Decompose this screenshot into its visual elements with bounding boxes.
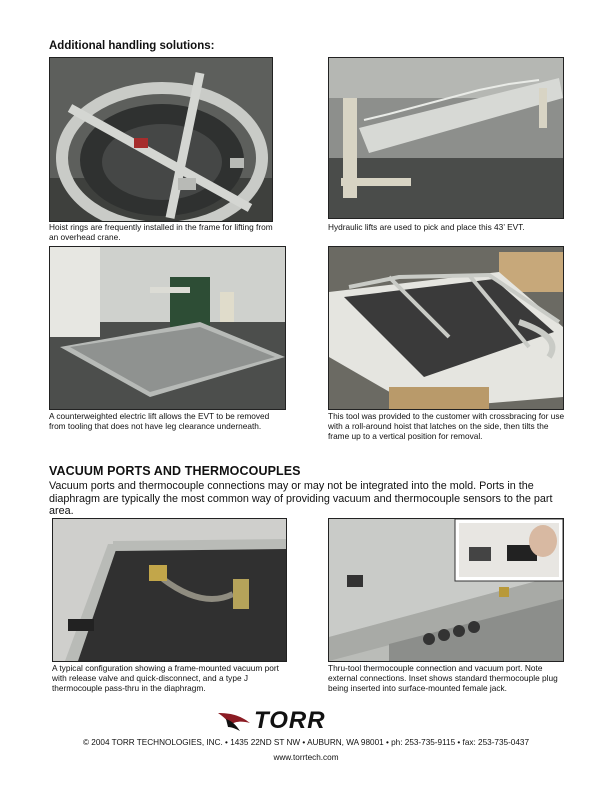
caption-hoist-rings: Hoist rings are frequently installed in the frame for lifting from an overhead crane. [49,222,273,242]
photo-thermocouple [328,518,564,662]
photo-hoist-rings [49,57,273,222]
caption-electric-lift: A counterweighted electric lift allows the EVT to be removed from tooling that does not have leg clearance underneath. [49,411,270,431]
caption-thermocouple: Thru-tool thermocouple connection and vacuum port. Note external connections. Inset shows standard thermocouple plug being inserted into surface-mounted female jack. [328,663,558,693]
photo-electric-lift [49,246,286,410]
caption-hydraulic-lifts: Hydraulic lifts are used to pick and place this 43’ EVT. [328,222,525,232]
torr-logo [216,708,396,734]
section-body: Vacuum ports and thermocouple connections may or may not be integrated into the mold. Ports in the diaphragm are typically the most common way of providing vacuum and thermocouple sensors to the part area. [49,480,553,518]
photo-crossbracing [328,246,564,410]
section-title: VACUUM PORTS AND THERMOCOUPLES [49,464,301,478]
photo-hydraulic-lifts [328,57,564,219]
caption-vacuum-port: A typical configuration showing a frame-mounted vacuum port with release valve and quick-disconnect, and a type J thermocouple pass-thru in the diaphragm. [52,663,279,693]
photo-vacuum-port [52,518,287,662]
page-heading: Additional handling solutions: [49,40,215,52]
caption-crossbracing: This tool was provided to the customer with crossbracing for use with a roll-around hoist that latches on the side, then tilts the frame up to a vertical position for removal. [328,411,565,441]
footer-contact: © 2004 TORR TECHNOLOGIES, INC. • 1435 22ND ST NW • AUBURN, WA 98001 • ph: 253-735-9115 • fax: 253-735-0437 [82,738,530,747]
logo-text: TORR [254,707,326,734]
footer-website[interactable]: www.torrtech.com [273,753,339,762]
logo-swoosh-icon [216,709,252,733]
